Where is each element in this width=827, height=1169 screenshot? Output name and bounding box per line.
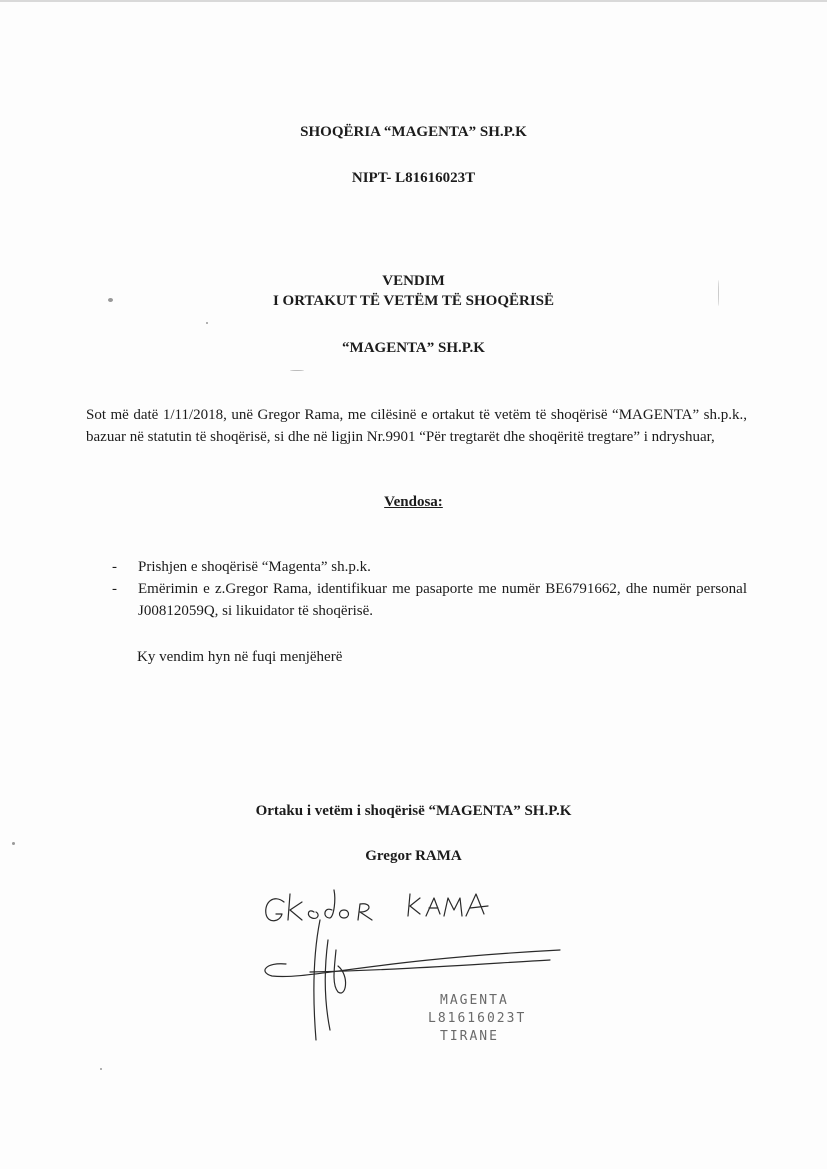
stamp-line-2: L81616023T — [428, 1011, 527, 1026]
stamp-line-1: MAGENTA — [440, 993, 509, 1008]
list-marker: - — [112, 559, 117, 575]
list-item-text: Prishjen e shoqërisë “Magenta” sh.p.k. — [138, 559, 371, 575]
stamp-line-3: TIRANE — [440, 1029, 499, 1044]
closing-statement: Ky vendim hyn në fuqi menjëherë — [137, 649, 343, 665]
document-subtitle: I ORTAKUT TË VETËM TË SHOQËRISË — [272, 293, 555, 309]
signatory-name: Gregor RAMA — [365, 848, 462, 864]
scan-speck — [718, 280, 719, 306]
signatory-role: Ortaku i vetëm i shoqërisë “MAGENTA” SH.P.K — [255, 803, 572, 819]
list-marker: - — [112, 581, 117, 597]
list-item-text: Emërimin e z.Gregor Rama, identifikuar me pasaporte me numër BE6791662, dhe numër personal J00812059Q, si likuidator të shoqërisë. — [138, 581, 747, 619]
nipt-number: NIPT- L81616023T — [351, 170, 476, 186]
scan-edge — [0, 0, 827, 2]
decision-heading — [0, 494, 827, 511]
decision-heading-text: Vendosa: — [384, 494, 443, 510]
list-item — [86, 578, 747, 622]
scan-speck — [206, 322, 208, 324]
decision-list — [86, 556, 747, 622]
document-company: “MAGENTA” SH.P.K — [342, 340, 485, 356]
company-name: SHOQËRIA “MAGENTA” SH.P.K — [300, 124, 527, 140]
scan-speck — [100, 1068, 102, 1070]
scan-speck — [12, 842, 15, 845]
company-stamp — [428, 993, 526, 1044]
signature-and-stamp — [250, 880, 570, 1060]
scan-speck — [108, 298, 113, 302]
document-title: VENDIM — [382, 273, 445, 289]
intro-paragraph: Sot më datë 1/11/2018, unë Gregor Rama, me cilësinë e ortakut të vetëm të shoqërisë “MAGENTA” sh.p.k., bazuar në statutin të shoqërisë, si dhe në ligjin Nr.9901 “Për tregtarët dhe shoqëritë tregtare” i ndryshuar, — [86, 407, 747, 445]
scan-speck — [290, 370, 304, 371]
list-item — [86, 556, 747, 578]
